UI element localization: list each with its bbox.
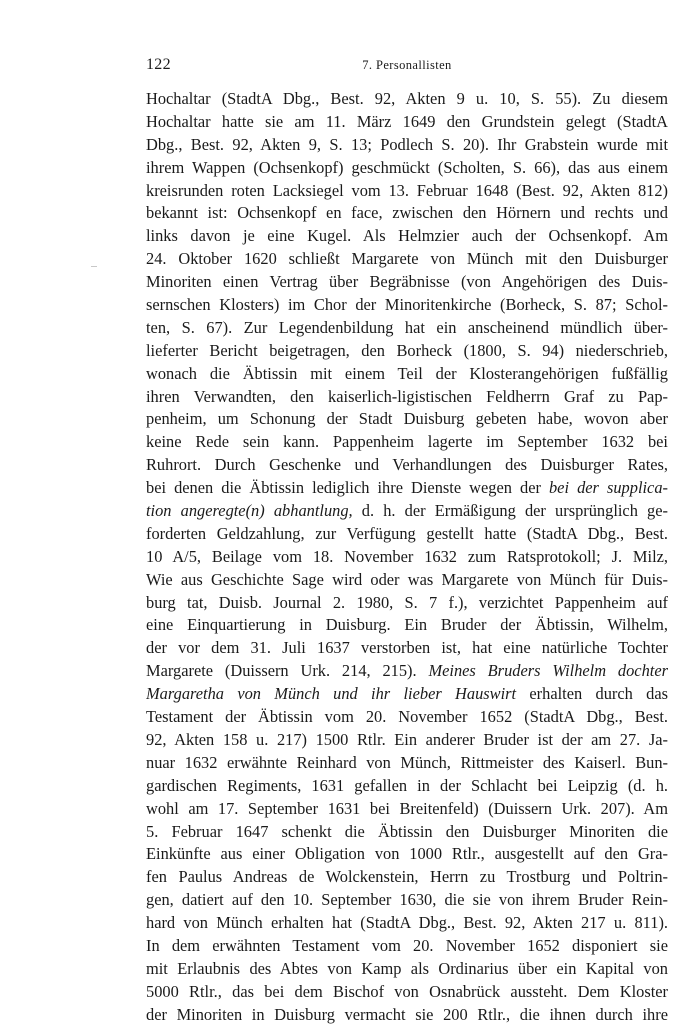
text-line (146, 889, 668, 912)
text-line (146, 454, 668, 477)
text-line (146, 88, 668, 111)
text-line (146, 225, 668, 248)
text-segment: penheim, um Schonung der Stadt Duisburg gebeten habe, wovon aber (146, 409, 668, 429)
text-segment: der vor dem 31. Juli 1637 verstorben ist, hat eine natürliche Tochter (146, 638, 668, 658)
text-line (146, 843, 668, 866)
text-line (146, 935, 668, 958)
text-segment: fen Paulus Andreas de Wolckenstein, Herrn zu Trostburg und Poltrin- (146, 867, 668, 887)
text-line (146, 408, 668, 431)
text-line (146, 706, 668, 729)
text-segment: erhalten durch das (516, 684, 668, 704)
text-segment: In dem erwähnten Testament vom 20. November 1652 disponiert sie (146, 935, 668, 955)
body-text (146, 88, 668, 1027)
text-segment: Hochaltar hatte sie am 11. März 1649 den Grundstein gelegt (StadtA (146, 111, 668, 131)
text-segment: 5. Februar 1647 schenkt die Äbtissin den Duisburger Minoriten die (146, 821, 668, 841)
text-line (146, 866, 668, 889)
text-line (146, 958, 668, 981)
text-line (146, 202, 668, 225)
text-line (146, 180, 668, 203)
page-number: 122 (146, 56, 171, 73)
text-segment: hard von Münch erhalten hat (StadtA Dbg., Best. 92, Akten 217 u. 811). (146, 913, 668, 933)
text-segment: keine Rede sein kann. Pappenheim lagerte im September 1632 bei (146, 432, 668, 452)
page-header (146, 56, 668, 78)
text-segment: sernschen Klosters) im Chor der Minoritenkirche (Borheck, S. 87; Schol- (146, 295, 668, 315)
text-segment: mit Erlaubnis des Abtes von Kamp als Ordinarius über ein Kapital von (146, 958, 668, 978)
italic-quote: tion angeregte(n) abhantlung, (146, 501, 353, 521)
text-segment: bei denen die Äbtissin lediglich ihre Dienste wegen der (146, 478, 549, 498)
text-segment: Einkünfte aus einer Obligation von 1000 Rtlr., ausgestellt auf den Gra- (146, 844, 668, 864)
text-line (146, 431, 668, 454)
text-line (146, 821, 668, 844)
text-line (146, 683, 668, 706)
text-segment: eine Einquartierung in Duisburg. Ein Bruder der Äbtissin, Wilhelm, (146, 615, 668, 635)
text-line (146, 111, 668, 134)
text-segment: Testament der Äbtissin vom 20. November 1652 (StadtA Dbg., Best. (146, 707, 668, 727)
text-segment: Wie aus Geschichte Sage wird oder was Margarete von Münch für Duis- (146, 569, 668, 589)
text-line (146, 798, 668, 821)
text-segment: 24. Oktober 1620 schließt Margarete von Münch mit den Duisburger (146, 249, 668, 269)
italic-quote: Meines Bruders Wilhelm dochter (428, 661, 668, 681)
text-line (146, 500, 668, 523)
text-segment: links davon je eine Kugel. Als Helmzier auch der Ochsenkopf. Am (146, 226, 668, 246)
text-segment: lieferter Bericht beigetragen, den Borheck (1800, S. 94) niederschrieb, (146, 340, 668, 360)
text-line (146, 614, 668, 637)
text-segment: d. h. der Ermäßigung der ursprünglich ge- (352, 501, 668, 521)
text-segment: burg tat, Duisb. Journal 2. 1980, S. 7 f.), verzichtet Pappenheim auf (146, 592, 668, 612)
text-line (146, 271, 668, 294)
text-line (146, 729, 668, 752)
text-segment: Margarete (Duissern Urk. 214, 215). (146, 661, 429, 681)
text-line (146, 660, 668, 683)
text-segment: gen, datiert auf den 10. September 1630, die sie von ihrem Bruder Rein- (146, 890, 668, 910)
text-line (146, 752, 668, 775)
text-line (146, 523, 668, 546)
text-line (146, 981, 668, 1004)
text-segment: 10 A/5, Beilage vom 18. November 1632 zum Ratsprotokoll; J. Milz, (146, 546, 668, 566)
text-line (146, 912, 668, 935)
text-segment: bekannt ist: Ochsenkopf en face, zwischen den Hörnern und rechts und (146, 203, 668, 223)
text-segment: nuar 1632 erwähnte Reinhard von Münch, Rittmeister des Kaiserl. Bun- (146, 752, 668, 772)
text-line (146, 157, 668, 180)
text-segment: der Minoriten in Duisburg vermacht sie 200 Rtlr., die ihnen durch ihre (146, 1004, 668, 1024)
text-segment: Minoriten einen Vertrag über Begräbnisse (von Angehörigen des Duis- (146, 272, 668, 292)
text-segment: Hochaltar (StadtA Dbg., Best. 92, Akten 9 u. 10, S. 55). Zu diesem (146, 89, 668, 108)
text-segment: wonach die Äbtissin mit einem Teil der Klosterangehörigen fußfällig (146, 363, 668, 383)
text-line (146, 775, 668, 798)
text-line (146, 592, 668, 615)
text-segment: forderten Geldzahlung, zur Verfügung gestellt hatte (StadtA Dbg., Best. (146, 523, 668, 543)
italic-quote: bei der supplica- (548, 478, 668, 498)
italic-quote: Margaretha von Münch und ihr lieber Hauswirt (146, 684, 517, 704)
text-segment: ihren Verwandten, den kaiserlich-ligistischen Feldherrn Graf zu Pap- (146, 386, 668, 406)
text-line (146, 569, 668, 592)
text-segment: 92, Akten 158 u. 217) 1500 Rtlr. Ein anderer Bruder ist der am 27. Ja- (146, 729, 668, 749)
text-line (146, 317, 668, 340)
text-line (146, 294, 668, 317)
text-line (146, 386, 668, 409)
text-segment: ten, S. 67). Zur Legendenbildung hat ein anscheinend mündlich über- (146, 317, 668, 337)
text-segment: Ruhrort. Durch Geschenke und Verhandlungen des Duisburger Rates, (146, 455, 668, 475)
text-line (146, 363, 668, 386)
text-line (146, 340, 668, 363)
text-segment: Dbg., Best. 92, Akten 9, S. 13; Podlech S. 20). Ihr Grabstein wurde mit (146, 134, 668, 154)
text-line (146, 477, 668, 500)
text-line (146, 134, 668, 157)
margin-mark (91, 266, 97, 267)
text-segment: gardischen Regiments, 1631 gefallen in der Schlacht bei Leipzig (d. h. (146, 775, 668, 795)
text-segment: 5000 Rtlr., das bei dem Bischof von Osnabrück aussteht. Dem Kloster (146, 981, 668, 1001)
text-line (146, 637, 668, 660)
text-segment: ihrem Wappen (Ochsenkopf) geschmückt (Scholten, S. 66), das aus einem (146, 157, 668, 177)
text-line (146, 546, 668, 569)
text-line (146, 1004, 668, 1027)
text-line (146, 248, 668, 271)
text-segment: kreisrunden roten Lacksiegel vom 13. Februar 1648 (Best. 92, Akten 812) (146, 180, 668, 200)
text-segment: wohl am 17. September 1631 bei Breitenfeld) (Duissern Urk. 207). Am (146, 798, 668, 818)
running-head: 7. Personallisten (362, 58, 452, 72)
